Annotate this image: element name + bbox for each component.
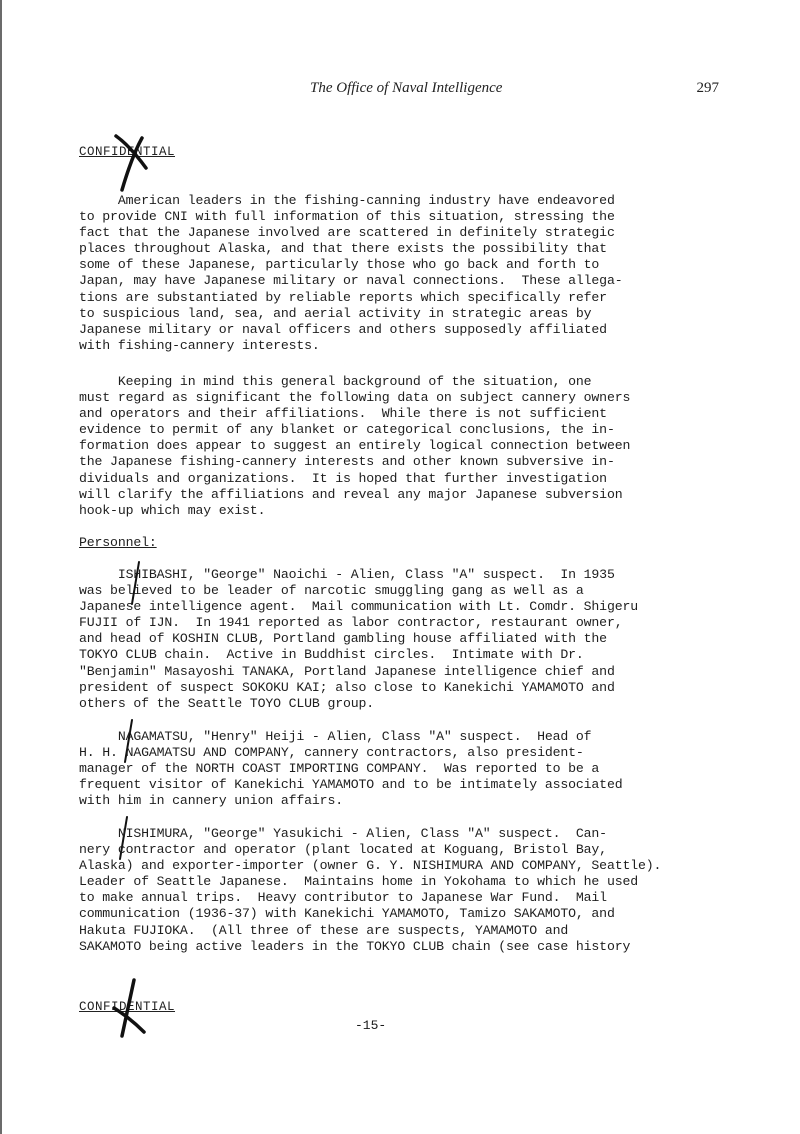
paragraph-line: will clarify the affiliations and reveal any major Japanese subversion: [79, 486, 623, 502]
confidential-stamp-bottom: CONFIDENTIAL: [79, 1000, 176, 1014]
entry-line: communication (1936-37) with Kanekichi YAMAMOTO, Tamizo SAKAMOTO, and: [79, 906, 615, 922]
entry-line: president of suspect SOKOKU KAI; also close to Kanekichi YAMAMOTO and: [79, 679, 615, 695]
paragraph-line: evidence to permit of any blanket or categorical conclusions, the in-: [79, 422, 615, 438]
paragraph-line: with fishing-cannery interests.: [79, 337, 320, 353]
paragraph-line: some of these Japanese, particularly those who go back and forth to: [79, 257, 600, 273]
entry-line: manager of the NORTH COAST IMPORTING COMPANY. Was reported to be a: [79, 761, 600, 777]
paragraph-line: hook-up which may exist.: [79, 502, 266, 518]
paragraph-line: dividuals and organizations. It is hoped that further investigation: [79, 470, 607, 486]
entry-line: TOKYO CLUB chain. Active in Buddhist circles. Intimate with Dr.: [79, 647, 584, 663]
paragraph-background: [79, 374, 679, 519]
entry-line: to make annual trips. Heavy contributor to Japanese War Fund. Mail: [79, 890, 607, 906]
entry-line: with him in cannery union affairs.: [79, 793, 343, 809]
entry-line: "Benjamin" Masayoshi TANAKA, Portland Japanese intelligence chief and: [79, 663, 615, 679]
entry-line: SAKAMOTO being active leaders in the TOKYO CLUB chain (see case history: [79, 938, 631, 954]
entry-line: was believed to be leader of narcotic smuggling gang as well as a: [79, 583, 584, 599]
pen-strike-mark: [112, 132, 152, 192]
paragraph-line: Japanese military or naval officers and others supposedly affiliated: [79, 321, 607, 337]
entry-line: Leader of Seattle Japanese. Maintains home in Yokohama to which he used: [79, 874, 638, 890]
paragraph-line: places throughout Alaska, and that there exists the possibility that: [79, 241, 607, 257]
paragraph-line: tions are substantiated by reliable reports which specifically refer: [79, 289, 607, 305]
paragraph-line: fact that the Japanese involved are scattered in definitely strategic: [79, 225, 615, 241]
personnel-heading: Personnel:: [79, 535, 157, 550]
entry-line: Hakuta FUJIOKA. (All three of these are suspects, YAMAMOTO and: [79, 922, 569, 938]
paragraph-line: Japan, may have Japanese military or naval connections. These allega-: [79, 273, 623, 289]
paragraph-line: to provide CNI with full information of this situation, stressing the: [79, 209, 615, 225]
paragraph-line: formation does appear to suggest an entirely logical connection between: [79, 438, 631, 454]
running-title: The Office of Naval Intelligence: [310, 80, 503, 96]
entry-line: Japanese intelligence agent. Mail communication with Lt. Comdr. Shigeru: [79, 599, 638, 615]
paragraph-line: and operators and their affiliations. While there is not sufficient: [79, 406, 607, 422]
entry-line: others of the Seattle TOYO CLUB group.: [79, 695, 375, 711]
entry-line: FUJII of IJN. In 1941 reported as labor contractor, restaurant owner,: [79, 615, 623, 631]
confidential-stamp-top: CONFIDENTIAL: [79, 145, 176, 159]
paragraph-line: Keeping in mind this general background of the situation, one: [79, 374, 592, 389]
document-page-marker: -15-: [355, 1018, 387, 1033]
paragraph-line: American leaders in the fishing-canning industry have endeavored: [79, 193, 615, 208]
page-edge: [0, 0, 2, 1134]
entry-line: Alaska) and exporter-importer (owner G. Y. NISHIMURA AND COMPANY, Seattle).: [79, 858, 662, 874]
page-number: 297: [696, 80, 719, 96]
entry-line: nery contractor and operator (plant located at Koguang, Bristol Bay,: [79, 842, 607, 858]
entry-line: NAGAMATSU, "Henry" Heiji - Alien, Class "A" suspect. Head of: [79, 729, 592, 744]
entry-line: NISHIMURA, "George" Yasukichi - Alien, Class "A" suspect. Can-: [79, 826, 607, 841]
entry-line: H. H. NAGAMATSU AND COMPANY, cannery contractors, also president-: [79, 745, 584, 761]
paragraph-intro: [79, 193, 679, 354]
paragraph-line: to suspicious land, sea, and aerial activity in strategic areas by: [79, 305, 592, 321]
paragraph-line: the Japanese fishing-cannery interests and other known subversive in-: [79, 454, 615, 470]
paragraph-line: must regard as significant the following data on subject cannery owners: [79, 390, 631, 406]
entry-nagamatsu: [79, 729, 679, 809]
entry-nishimura: [79, 826, 679, 955]
entry-ishibashi: [79, 567, 679, 712]
entry-line: ISHIBASHI, "George" Naoichi - Alien, Class "A" suspect. In 1935: [79, 567, 615, 582]
entry-line: and head of KOSHIN CLUB, Portland gambling house affiliated with the: [79, 631, 607, 647]
entry-line: frequent visitor of Kanekichi YAMAMOTO and to be intimately associated: [79, 777, 623, 793]
